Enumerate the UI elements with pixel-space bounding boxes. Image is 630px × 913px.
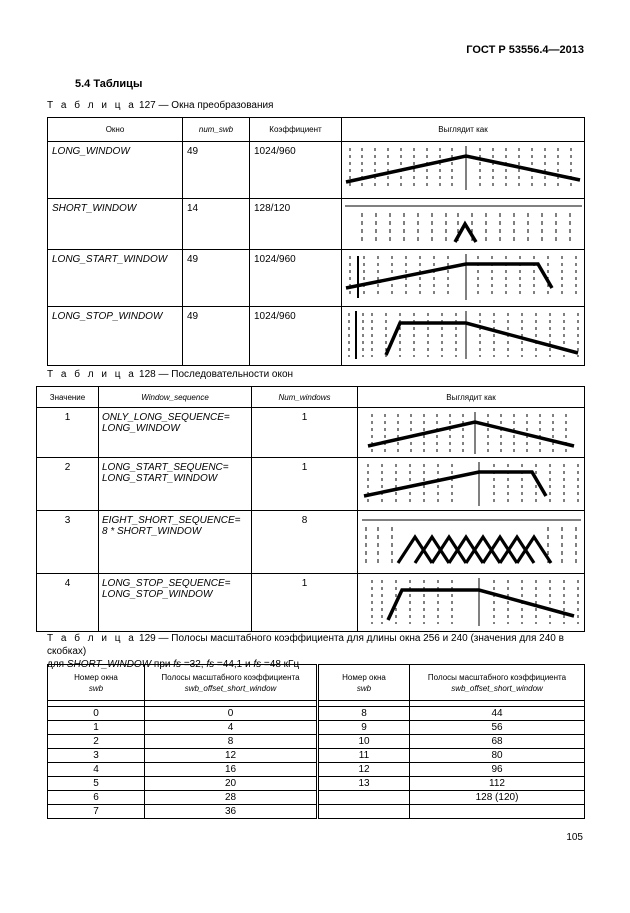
t129-header-swb-2 [318,665,410,701]
cell: 11 [318,749,410,763]
cell: 128 (120) [410,791,585,805]
caption-part: fs [173,659,182,670]
table-row [48,307,585,366]
section-title: 5.4 Таблицы [75,78,143,90]
caption-part: =44,1 и [214,659,254,670]
t128-header-looks: Выглядит как [358,387,585,408]
cell: 13 [318,777,410,791]
table-row [48,777,585,791]
table127-caption [47,100,273,111]
t128-header-value: Значение [37,387,99,408]
cell: 4 [48,763,145,777]
only-long-sequence-icon [358,408,585,458]
cell: 8 [145,735,318,749]
long-start-sequence-icon [358,458,585,511]
table-row [37,511,585,574]
t127-window-name: LONG_START_WINDOW [48,250,183,307]
t128-sequence-line1: EIGHT_SHORT_SEQUENCE= [102,515,241,526]
short-window-icon [342,199,585,250]
t127-header-looks: Выглядит как [342,118,585,142]
cell [318,791,410,805]
cell: 12 [145,749,318,763]
table-row [48,250,585,307]
table-row [37,574,585,632]
t127-coef: 1024/960 [250,250,342,307]
long-stop-sequence-icon [358,574,585,632]
cell: 96 [410,763,585,777]
caption-part: при [151,659,174,670]
table-row [48,199,585,250]
t128-sequence-line2: LONG_START_WINDOW [102,473,218,484]
t128-sequence-line1: ONLY_LONG_SEQUENCE= [102,412,230,423]
t127-header-coef: Коэффициент [250,118,342,142]
cell: 44 [410,707,585,721]
table-row [48,805,585,819]
caption-part: =32, [181,659,207,670]
caption-part: для [47,659,67,670]
cell: 68 [410,735,585,749]
header-line: Номер окна [342,672,386,682]
t128-header-sequence: Window_sequence [99,387,252,408]
cell: 8 [318,707,410,721]
cell: 28 [145,791,318,805]
cell: 9 [318,721,410,735]
t127-coef: 128/120 [250,199,342,250]
t128-sequence [99,408,252,458]
cell: 20 [145,777,318,791]
t128-numwindows: 1 [252,458,358,511]
cell: 5 [48,777,145,791]
t128-value: 1 [37,408,99,458]
t127-window-name: SHORT_WINDOW [48,199,183,250]
t128-sequence-line1: LONG_START_SEQUENC= [102,462,229,473]
t127-window-name: LONG_STOP_WINDOW [48,307,183,366]
t128-numwindows: 8 [252,511,358,574]
t127-window-name: LONG_WINDOW [48,142,183,199]
long-start-window-icon [342,250,585,307]
t128-sequence-line2: LONG_WINDOW [102,423,180,434]
cell: 7 [48,805,145,819]
t127-numswb: 14 [183,199,250,250]
header-line: Полосы масштабного коэффициента [427,672,567,682]
t128-sequence [99,574,252,632]
t127-coef: 1024/960 [250,142,342,199]
table-row [48,735,585,749]
table-row [48,707,585,721]
cell: 6 [48,791,145,805]
t127-numswb: 49 [183,142,250,199]
table129-caption-line1: 129 — Полосы масштабного коэффициента для длины окна 256 и 240 (значения для 240 в скобках) [47,633,564,657]
t128-header-numwindows: Num_windows [252,387,358,408]
page-number: 105 [566,832,583,843]
table-row [48,142,585,199]
t127-header-window: Окно [48,118,183,142]
table127-caption-prefix: Т а б л и ц а [47,100,137,111]
table128-caption [47,369,293,380]
t128-numwindows: 1 [252,408,358,458]
cell [410,805,585,819]
t127-numswb: 49 [183,250,250,307]
t128-sequence [99,511,252,574]
table-row [48,763,585,777]
header-line: swb [356,683,372,693]
table127-caption-text: 127 — Окна преобразования [136,100,274,111]
cell: 12 [318,763,410,777]
table-row [48,791,585,805]
table-row [37,408,585,458]
cell: 0 [48,707,145,721]
table128-caption-text: 128 — Последовательности окон [136,369,294,380]
caption-part: fs [253,659,262,670]
t129-header-offset [145,665,318,701]
caption-part: SHORT_WINDOW [66,659,152,670]
table128-caption-prefix: Т а б л и ц а [47,369,137,380]
t129-header-offset-2 [410,665,585,701]
header-line: Номер окна [74,672,118,682]
long-stop-window-icon [342,307,585,366]
cell: 10 [318,735,410,749]
cell: 2 [48,735,145,749]
cell: 1 [48,721,145,735]
cell: 36 [145,805,318,819]
t128-value: 3 [37,511,99,574]
table-127 [47,117,585,366]
cell: 4 [145,721,318,735]
table-row [48,721,585,735]
t128-sequence [99,458,252,511]
header-line: Полосы масштабного коэффициента [161,672,300,682]
cell: 16 [145,763,318,777]
t128-numwindows: 1 [252,574,358,632]
t128-value: 2 [37,458,99,511]
cell: 0 [145,707,318,721]
cell [318,805,410,819]
cell: 80 [410,749,585,763]
cell: 3 [48,749,145,763]
t128-value: 4 [37,574,99,632]
header-line: swb [88,683,104,693]
table-row [37,458,585,511]
t129-header-swb [48,665,145,701]
table-128 [36,386,585,632]
table-129 [47,664,585,819]
cell: 112 [410,777,585,791]
t127-coef: 1024/960 [250,307,342,366]
t128-sequence-line1: LONG_STOP_SEQUENCE= [102,578,231,589]
caption-part: =48 кГц [261,659,300,670]
long-window-icon [342,142,585,199]
header-line: swb_offset_short_window [184,683,277,693]
caption-part: fs [206,659,215,670]
table-row [48,749,585,763]
eight-short-sequence-icon [358,511,585,574]
t127-header-numswb: num_swb [183,118,250,142]
table129-caption-prefix: Т а б л и ц а [47,633,137,644]
t127-numswb: 49 [183,307,250,366]
header-line: swb_offset_short_window [451,683,543,693]
standard-header: ГОСТ Р 53556.4—2013 [466,44,584,56]
t128-sequence-line2: 8 * SHORT_WINDOW [102,526,202,537]
t128-sequence-line2: LONG_STOP_WINDOW [102,589,213,600]
cell: 56 [410,721,585,735]
